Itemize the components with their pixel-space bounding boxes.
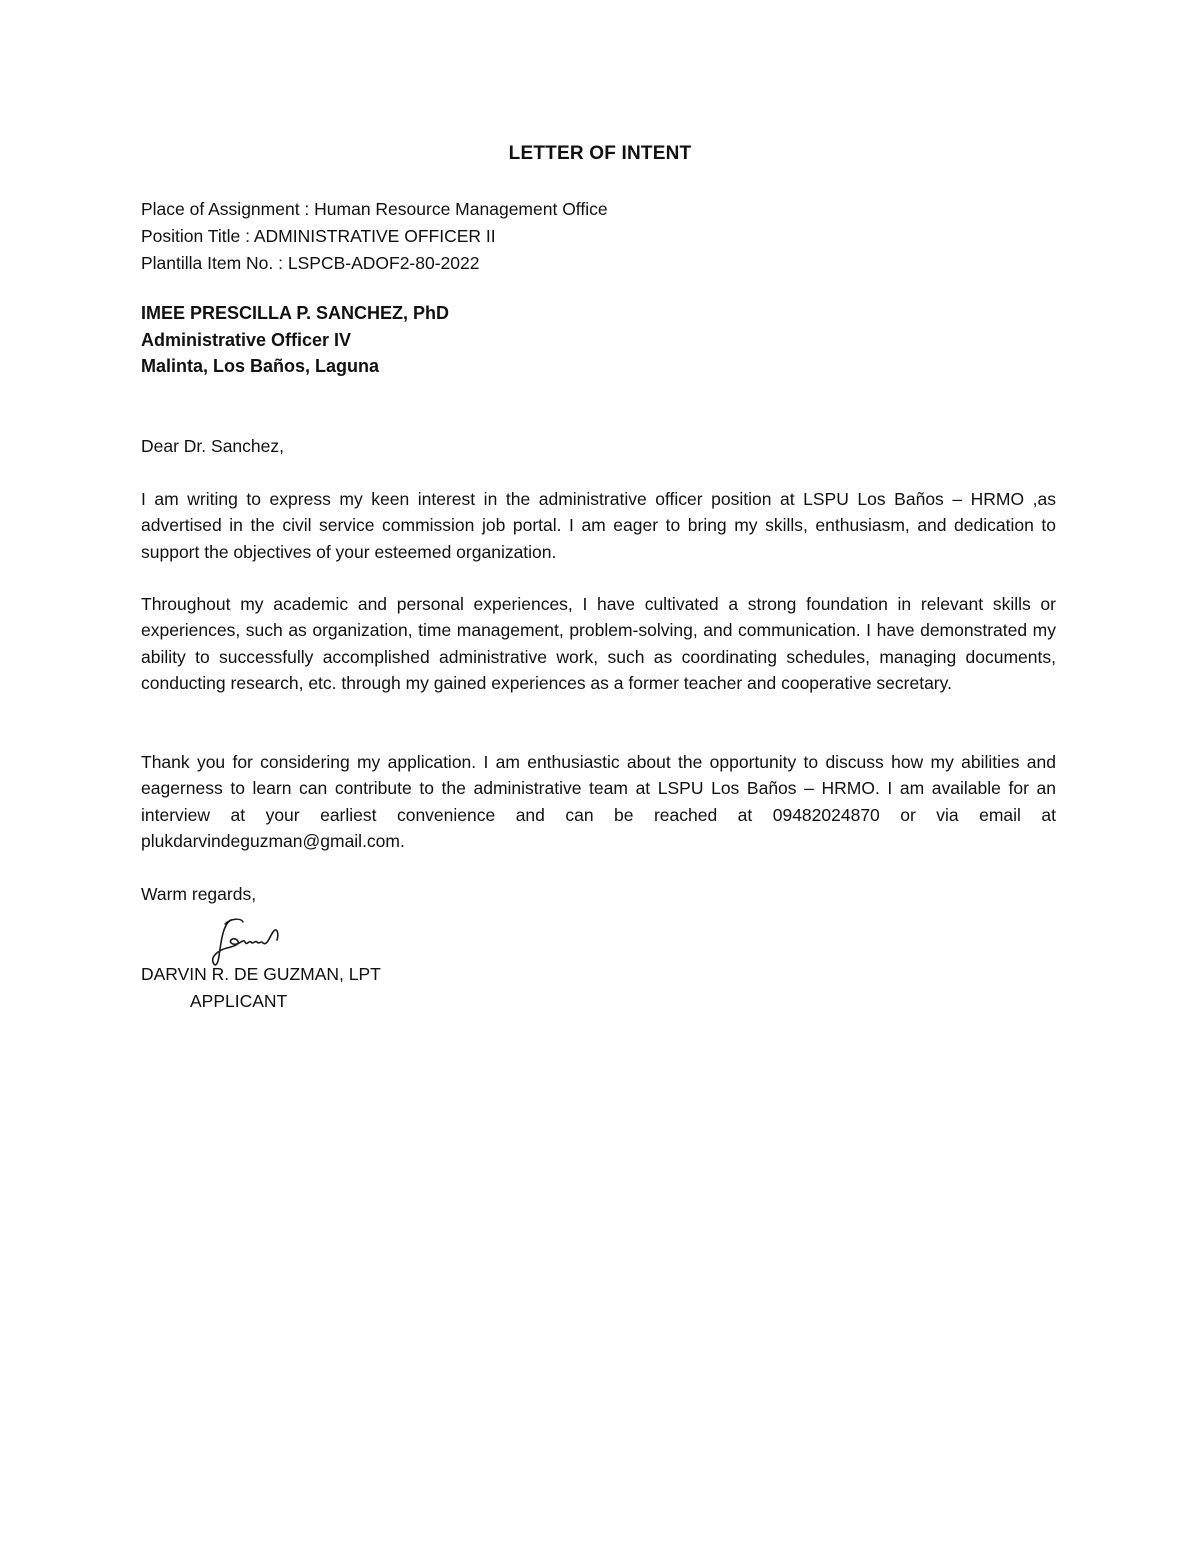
position-details (141, 196, 608, 277)
plantilla-item-no: Plantilla Item No. : LSPCB-ADOF2-80-2022 (141, 253, 480, 273)
body-paragraph-experience: Throughout my academic and personal experiences, I have cultivated a strong foundation in relevant skills or experiences, such as organization, time management, problem-solving, and communication. I have demonstrated my ability to successfully accomplished administrative work, such as coordinating schedules, managing documents, conducting research, etc. through my gained experiences as a former teacher and cooperative secretary. (141, 594, 1056, 693)
recipient-block (141, 300, 449, 380)
letter-title: LETTER OF INTENT (508, 143, 692, 164)
salutation: Dear Dr. Sanchez, (141, 436, 284, 456)
signer-name: DARVIN R. DE GUZMAN, LPT (141, 964, 381, 984)
recipient-name: IMEE PRESCILLA P. SANCHEZ, PhD (141, 303, 450, 323)
recipient-address: Malinta, Los Baños, Laguna (141, 356, 380, 376)
closing-line: Warm regards, (141, 884, 257, 904)
position-title: Position Title : ADMINISTRATIVE OFFICER II (141, 226, 496, 246)
signer-role: APPLICANT (190, 991, 288, 1011)
body-paragraph-closing: Thank you for considering my application. I am enthusiastic about the opportunity to discuss how my abilities and eagerness to learn can contribute to the administrative team at LSPU Los Baños – HRMO. I am available for an interview at your earliest convenience and can be reached at 09482024870 or via email at plukdarvindeguzman@gmail.com. (141, 752, 1056, 851)
body-paragraph-intro: I am writing to express my keen interest in the administrative officer position at LSPU Los Baños – HRMO ,as advertised in the civil service commission job portal. I am eager to bring my skills, enthusiasm, and dedication to support the objectives of your esteemed organization. (141, 489, 1056, 562)
place-of-assignment: Place of Assignment : Human Resource Management Office (141, 199, 608, 219)
recipient-position: Administrative Officer IV (141, 329, 352, 350)
